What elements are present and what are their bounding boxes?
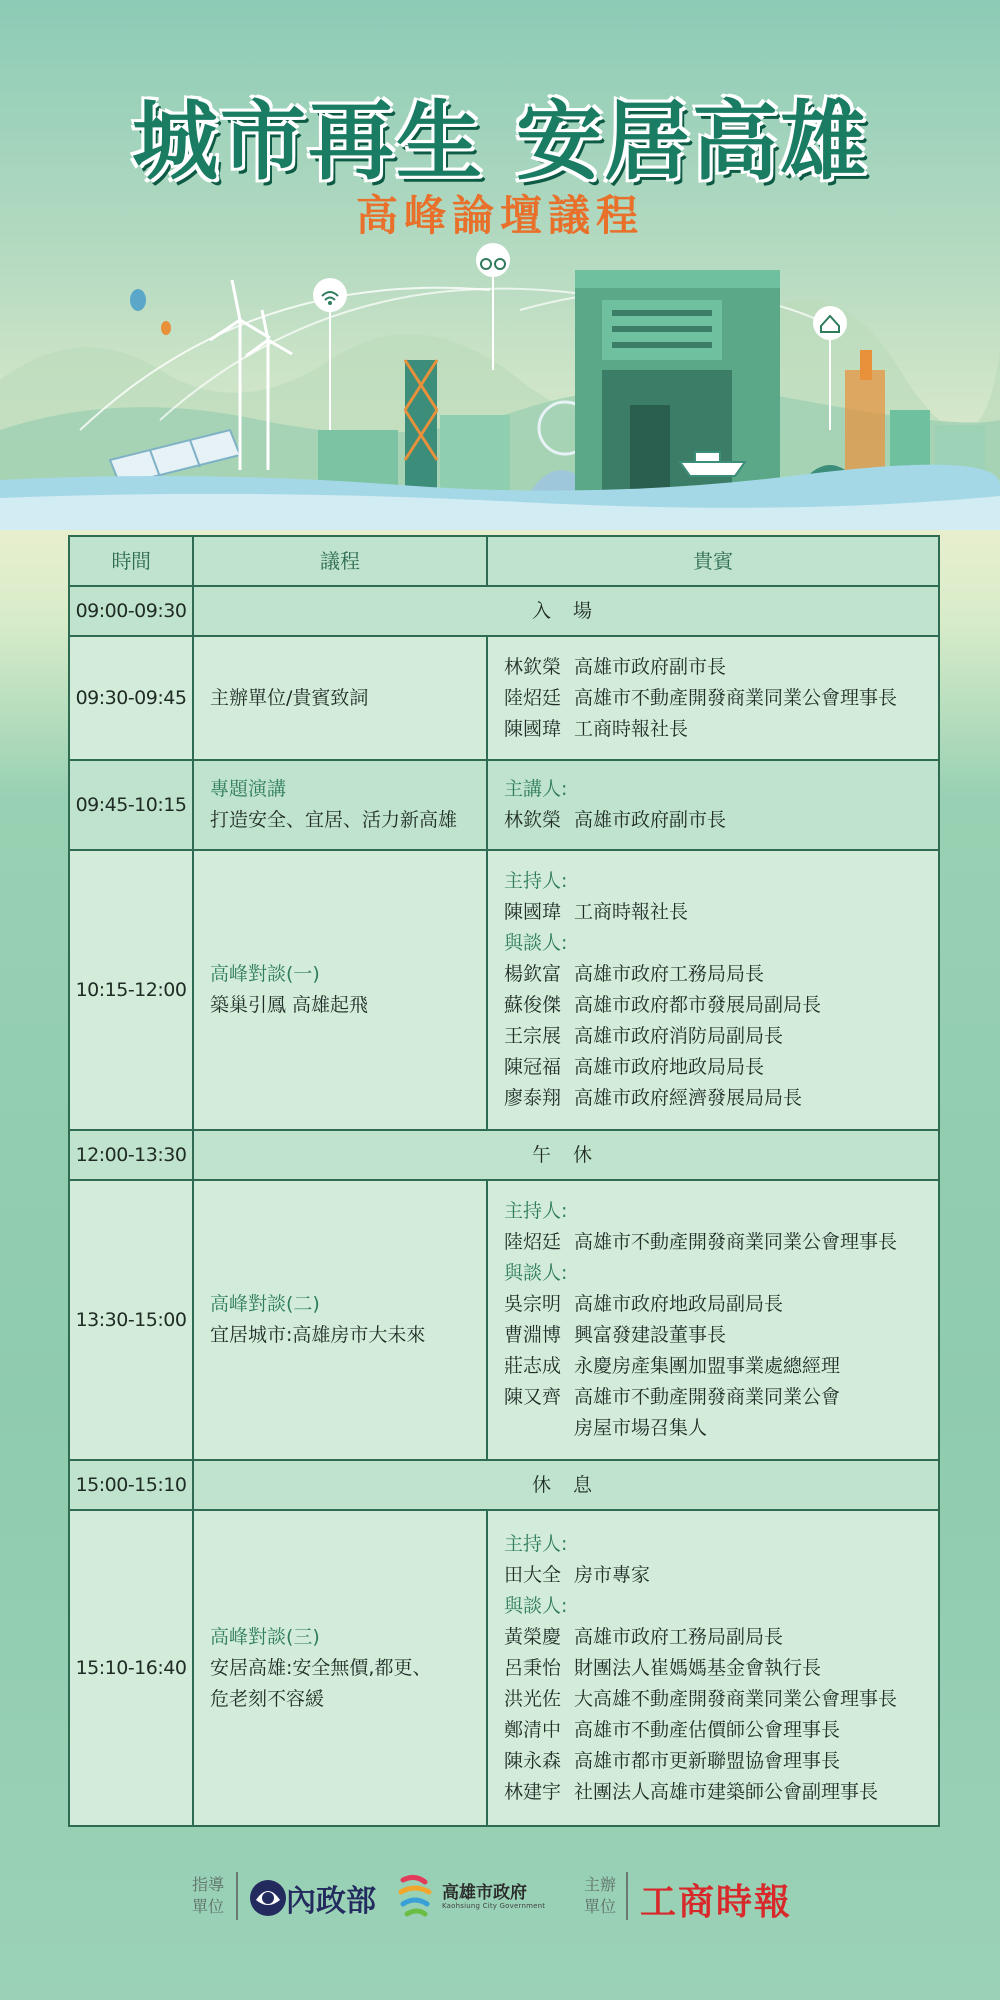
guest-line [504,990,938,1021]
kaohsiung-city-logo-icon [395,1872,437,1920]
guest-name: 莊志成 [504,1355,562,1377]
time-cell: 13:30-15:00 [70,1181,194,1459]
role-label: 與談人: [504,1262,568,1284]
host-label-line: 單位 [583,1897,616,1916]
table-row [70,1461,938,1511]
guest-title: 高雄市政府都市發展局副局長 [574,994,822,1016]
break-cell: 午 休 [531,1143,601,1166]
guest-title: 高雄市政府地政局局長 [574,1056,765,1078]
header-time: 時間 [70,537,194,585]
guest-name: 廖泰翔 [504,1087,562,1109]
guest-name: 林建宇 [504,1780,562,1803]
guest-title: 社團法人高雄市建築師公會副理事長 [574,1780,879,1803]
guest-line [504,1320,938,1351]
agenda-cell [194,1511,488,1825]
agenda-title: 高峰對談(二) [210,1293,320,1315]
header-agenda: 議程 [194,537,488,585]
guests-cell [488,761,938,849]
agenda-cell [194,1181,488,1459]
guests-cell [488,1181,938,1459]
agenda-title: 高峰對談(一) [210,963,320,985]
guide-label [188,1874,228,1918]
guest-name: 林欽榮 [504,809,562,831]
guest-line [504,1351,938,1382]
guest-title: 工商時報社長 [574,717,689,740]
guest-title: 高雄市不動產開發商業同業公會 [574,1386,841,1408]
guest-title: 房市專家 [574,1563,651,1586]
agenda-title: 高峰對談(三) [210,1625,320,1648]
sponsor-footer [0,1866,1000,1926]
guest-line [504,1777,938,1808]
guest-title: 高雄市政府地政局副局長 [574,1293,784,1315]
guest-line [504,1083,938,1114]
guest-title: 高雄市不動產開發商業同業公會理事長 [574,686,898,709]
table-row [70,851,938,1131]
guests-cell [488,851,938,1129]
kaohsiung-city-name-en: Kaohsiung City Government [442,1902,546,1910]
time-cell: 09:00-09:30 [70,587,194,635]
host-label-line: 主辦 [583,1875,616,1894]
guide-label-line: 單位 [191,1897,224,1916]
guest-name: 洪光佐 [504,1687,562,1710]
guest-line [504,1227,938,1258]
break-cell: 休 息 [531,1473,601,1496]
guest-title: 大高雄不動產開發商業同業公會理事長 [574,1687,898,1710]
guest-title: 永慶房產集團加盟事業處總經理 [574,1355,841,1377]
sub-title: 高峰論壇議程 [355,191,644,240]
guest-name: 林欽榮 [504,655,562,678]
guest-name: 蘇俊傑 [504,994,562,1016]
host-label [580,1874,620,1918]
agenda-title: 專題演講 [210,778,287,800]
agenda-cell [194,761,488,849]
time-cell: 10:15-12:00 [70,851,194,1129]
guest-line [504,1289,938,1320]
table-row [70,1511,938,1825]
time-cell: 09:30-09:45 [70,637,194,759]
moi-name: 內政部 [286,1884,376,1919]
guest-title: 工商時報社長 [574,901,689,923]
guest-title: 高雄市政府工務局副局長 [574,1625,784,1648]
role-label: 主持人: [504,870,568,892]
guest-name: 鄭清中 [504,1718,562,1741]
guest-name: 田大全 [504,1563,562,1586]
header-guests: 貴賓 [693,548,733,573]
ctee-logo: 工商時報 [640,1881,793,1923]
guest-title: 高雄市都市更新聯盟協會理事長 [574,1749,841,1772]
guest-line [504,805,938,836]
guest-title: 高雄市不動產開發商業同業公會理事長 [574,1231,898,1253]
agenda-line: 主辦單位/貴賓致詞 [210,686,369,709]
footer-divider [626,1872,628,1920]
guest-name: 陳冠福 [504,1056,562,1078]
guest-line [504,1715,938,1746]
time-cell: 15:10-16:40 [70,1511,194,1825]
guests-cell [488,1511,938,1825]
guest-line [504,1560,938,1591]
city-skyline-illustration [0,230,1000,530]
guest-name: 陸炤廷 [504,1231,562,1253]
guest-name: 楊欽富 [504,963,562,985]
guest-line [504,714,938,745]
guest-title-continued: 房屋市場召集人 [574,1417,708,1439]
guest-line [504,1052,938,1083]
agenda-line: 宜居城市:高雄房市大未來 [210,1324,426,1346]
guest-title: 興富發建設董事長 [574,1324,727,1346]
guest-name: 陳永森 [504,1749,562,1772]
role-label: 主持人: [504,1200,568,1222]
agenda-table [68,535,940,1827]
guest-title: 財團法人崔媽媽基金會執行長 [574,1656,822,1679]
agenda-line: 築巢引鳳 高雄起飛 [210,994,369,1016]
footer-divider [236,1872,238,1920]
table-header-row [70,537,938,587]
guest-title: 高雄市政府消防局副局長 [574,1025,784,1047]
table-row [70,1181,938,1461]
guest-line [504,897,938,928]
guest-line [504,959,938,990]
guide-label-line: 指導 [191,1875,224,1894]
guest-line [504,652,938,683]
guest-line [504,1021,938,1052]
guest-line [504,1382,938,1413]
role-label: 與談人: [504,1594,568,1617]
table-row [70,761,938,851]
break-cell: 入 場 [531,599,601,622]
guest-line [504,683,938,714]
guest-name: 黃榮慶 [504,1625,562,1648]
role-label: 與談人: [504,932,568,954]
guest-name: 陸炤廷 [504,686,562,709]
kaohsiung-city-name: 高雄市政府 [442,1883,527,1903]
guest-title: 高雄市政府工務局局長 [574,963,765,985]
guest-line [504,1622,938,1653]
guest-name: 陳國瑋 [504,901,562,923]
agenda-cell [194,851,488,1129]
table-row [70,1131,938,1181]
guest-title: 高雄市政府經濟發展局局長 [574,1087,803,1109]
guest-name: 曹淵博 [504,1324,562,1346]
guest-title: 高雄市政府副市長 [574,655,727,678]
guest-line [504,1684,938,1715]
guest-title: 高雄市不動產估價師公會理事長 [574,1718,841,1741]
guest-name: 陳又齊 [504,1386,562,1408]
agenda-line: 安居高雄:安全無價,都更、 [210,1656,432,1679]
role-label: 主持人: [504,1532,568,1555]
guests-cell [488,637,938,759]
moi-logo-icon [246,1876,290,1920]
guest-title: 高雄市政府副市長 [574,809,727,831]
agenda-line: 危老刻不容緩 [210,1687,325,1710]
guest-name: 吳宗明 [504,1293,562,1315]
guest-name: 呂秉怡 [504,1656,562,1679]
time-cell: 15:00-15:10 [70,1461,194,1509]
table-row [70,587,938,637]
time-cell: 12:00-13:30 [70,1131,194,1179]
table-row [70,637,938,761]
guest-name: 王宗展 [504,1025,562,1047]
guest-name: 陳國瑋 [504,717,562,740]
guest-line [504,1746,938,1777]
role-label: 主講人: [504,778,568,800]
guest-line [504,1653,938,1684]
agenda-line: 打造安全、宜居、活力新高雄 [210,809,458,831]
agenda-cell [194,637,488,759]
time-cell: 09:45-10:15 [70,761,194,849]
main-title: 城市再生 安居高雄 [132,92,868,192]
